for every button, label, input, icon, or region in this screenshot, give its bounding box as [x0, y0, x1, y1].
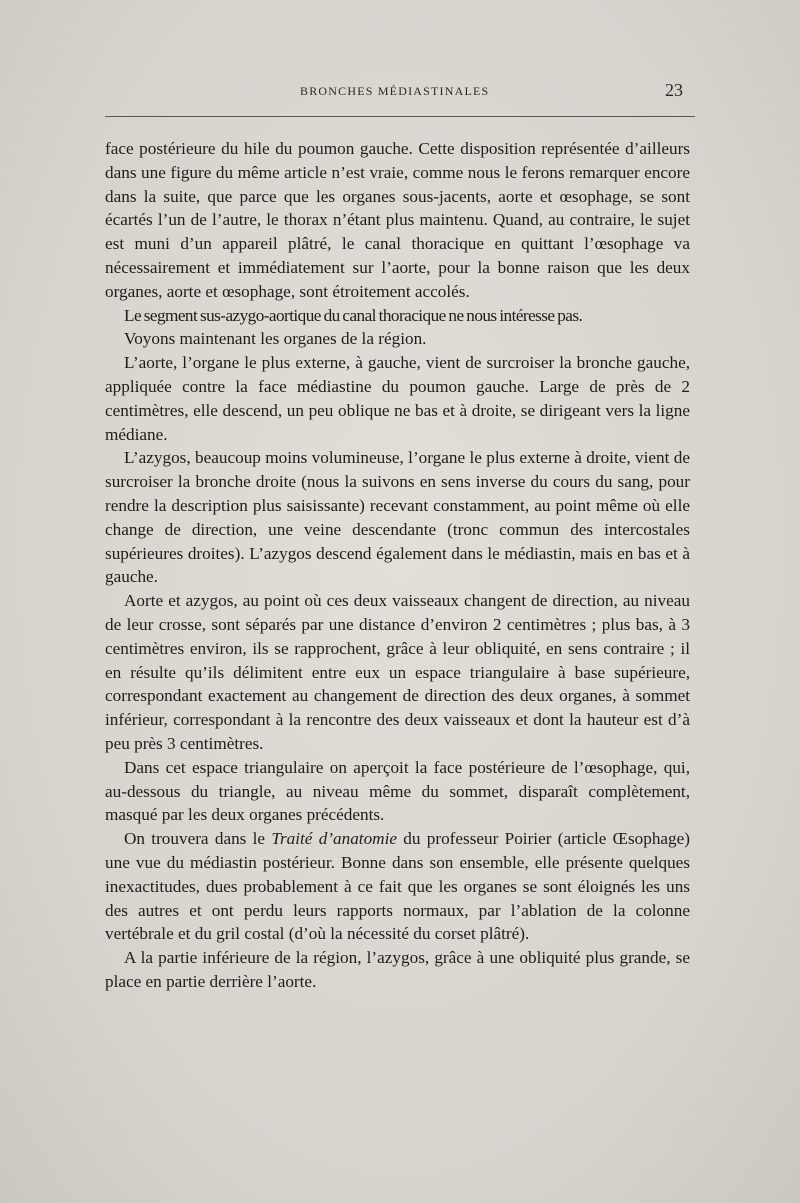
paragraph-7: Dans cet espace triangulaire on aperçoit la face postérieure de l’œsophage, qui, au-dessous du triangle, au niveau même du sommet, disparaît complètement, masqué par les deux organes précédents.	[105, 757, 690, 825]
paragraph-6: Aorte et azygos, au point où ces deux vaisseaux changent de direction, au niveau de leur crosse, sont séparés par une distance d’environ 2 centimètres ; plus bas, à 3 centimètres environ, ils se rapprochent, grâce à leur obliquité, en sens contraire ; il en résulte qu’ils délimitent entre eux un espace triangulaire à base supérieure, correspondant exactement au changement de direction des deux organes, à sommet inférieur, correspondant à la rencontre des deux vaisseaux et dont la hauteur est d’à peu près 3 centimètres.	[105, 591, 690, 753]
page-number: 23	[665, 80, 683, 100]
paragraph-9: A la partie inférieure de la région, l’azygos, grâce à une obliquité plus grande, se place en partie derrière l’aorte.	[105, 948, 690, 991]
paragraph-8	[105, 827, 690, 946]
paragraph-2: Le segment sus-azygo-aortique du canal thoracique ne nous intéresse pas.	[124, 305, 583, 325]
body-text	[105, 137, 690, 994]
paragraph-3: Voyons maintenant les organes de la région.	[124, 329, 427, 349]
book-title: Traité d’anatomie	[271, 829, 397, 849]
header-rule	[105, 116, 695, 117]
paragraph-8-text-after: du professeur Poirier (article Œsophage) une vue du médiastin postérieur. Bonne dans son ensemble, elle présente quelques inexactitudes, dues probablement à ce fait que les organes se sont éloignés les uns des autres et ont perdu leurs rapports normaux, par l’ablation de la colonne vertébrale et du gril costal (d’où la nécessité du corset plâtré).	[105, 829, 690, 944]
running-title: BRONCHES MÉDIASTINALES	[300, 84, 490, 98]
page-header	[105, 80, 695, 104]
paragraph-8-text-before: On trouvera dans le	[124, 829, 272, 849]
paragraph-4: L’aorte, l’organe le plus externe, à gauche, vient de surcroiser la bronche gauche, appliquée contre la face médiastine du poumon gauche. Large de près de 2 centimètres, elle descend, un peu oblique ne bas et à droite, se dirigeant vers la ligne médiane.	[105, 353, 690, 444]
paragraph-5: L’azygos, beaucoup moins volumineuse, l’organe le plus externe à droite, vient de surcroiser la bronche droite (nous la suivons en sens inverse du cours du sang, pour rendre la description plus saisissante) recevant constamment, au point même où elle change de direction, une veine descendante (tronc commun des intercostales supérieures droites). L’azygos descend également dans le médiastin, mais en bas et à gauche.	[105, 448, 690, 587]
paragraph-1: face postérieure du hile du poumon gauche. Cette disposition représentée d’ailleurs dans une figure du même article n’est vraie, comme nous le ferons remarquer encore dans la suite, que parce que les organes sous-jacents, aorte et œsophage, se sont écartés l’un de l’autre, le thorax n’étant plus maintenu. Quand, au contraire, le sujet est muni d’un appareil plâtré, le canal thoracique en quittant l’œsophage va nécessairement et immédiatement sur l’aorte, pour la bonne raison que les deux organes, aorte et œsophage, sont étroitement accolés.	[105, 139, 690, 301]
